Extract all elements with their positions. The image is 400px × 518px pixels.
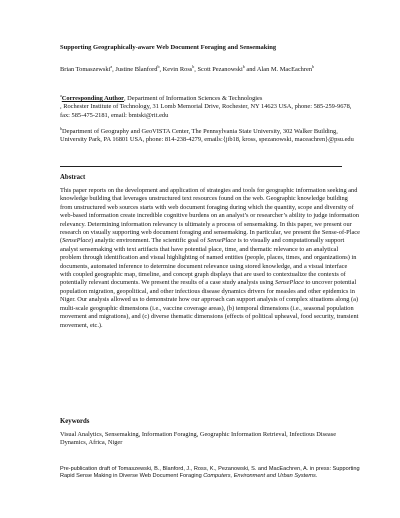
affiliation-address: Department of Geography and GeoVISTA Center, The Pennsylvania State University, 302 Walker Building, University Park, PA 16801 USA, phone: 814-238-4279, emails:{jib18, kross, spezanowski, maceachren}@psu.edu bbox=[60, 128, 354, 144]
abstract-text: is to visually and computationally support analyst sensemaking with text artifacts that have potential place, time, and thematic relevance to an analytical problem through identification and visual highlighting of named entities (people, places, times, and organizations) in documents, automated inference to determine document relevance using stored knowledge, and a visual interface with coupled geographic map, timeline, and concept graph displays that are used to contextualize the contexts of potentially relevant documents. We present the results of a case study analysis using bbox=[60, 237, 357, 287]
citation-end: . bbox=[315, 473, 318, 480]
author-name: Justine Blanford bbox=[115, 66, 158, 73]
abstract-text: to uncover potential population migration, geopolitical, and other infectious disease dynamics drivers for measles and other epidemics in Niger. Our analysis allowed us to demonstrate how our approach can support analysis of complex situations along (a) multi-scale geographic dimensions (i.e., vaccine coverage areas), (b) temporal dimensions (i.e., seasonal population movement and migrations), and (c) diverse thematic dimensions (effects of political upheaval, food security, transient movement, etc.). bbox=[60, 279, 359, 329]
author-separator: , bbox=[194, 66, 198, 73]
affiliation-mark: b bbox=[60, 125, 62, 131]
keywords-heading: Keywords bbox=[60, 418, 90, 425]
affiliation-a bbox=[60, 92, 360, 120]
author-name: Kevin Ross bbox=[162, 66, 193, 73]
author-name: Scott Pezanowski bbox=[197, 66, 243, 73]
author-separator: , bbox=[159, 66, 163, 73]
keywords-text: Visual Analytics, Sensemaking, Information Foraging, Geographic Information Retrieval, Infectious Disease Dynamics, Africa, Niger bbox=[60, 431, 337, 447]
author-affiliation-mark: b bbox=[242, 63, 245, 69]
author-name: Alan M. MacEachren bbox=[256, 66, 313, 73]
author-affiliation-mark: b bbox=[312, 63, 315, 69]
abstract-body bbox=[60, 187, 360, 330]
system-name: SensePlace bbox=[207, 237, 237, 245]
abstract-heading: Abstract bbox=[60, 174, 86, 181]
abstract-text: This paper reports on the development and application of strategies and tools for geographic information seeking and knowledge building that leverages unstructured text resources found on the web. Geographic knowledge building from unstructured web sources starts with web document foraging during which the quantity, scope and diversity of web-based information create incredible cognitive burdens on an analyst’s or researcher’s ability to judge information relevancy. Determining information relevancy is ultimately a process of sensemaking. In this paper, we present our research on visually supporting web document foraging and sensemaking. In particular, we present the Sense-of-Place ( bbox=[60, 187, 360, 245]
author-affiliation-mark: b bbox=[157, 63, 160, 69]
system-name: SensePlace bbox=[62, 237, 92, 245]
affiliation-mark: a bbox=[60, 92, 62, 98]
affiliation-department: , Department of Information Sciences & Technologies bbox=[123, 95, 263, 102]
affiliation-b bbox=[60, 125, 360, 145]
section-divider bbox=[60, 166, 342, 167]
author-affiliation-mark: a bbox=[110, 63, 113, 69]
affiliation-address: , Rochester Institute of Technology, 31 Lomb Memorial Drive, Rochester, NY 14623 USA, phone: 585-259-9678, fax: 585-475-2181, email: bmtski@rit.edu bbox=[60, 103, 352, 119]
corresponding-author-label: Corresponding Author bbox=[61, 95, 124, 102]
citation-text: Pre-publication draft of Tomaszewski, B., Blanford, J., Ross, K., Pezanowski, S. and MacEachren, A. in press: Supporting Rapid Sense Making in Diverse Web Document Foraging bbox=[60, 466, 360, 480]
author-list bbox=[60, 63, 360, 74]
prepublication-note bbox=[60, 466, 360, 480]
system-name: SensePlace bbox=[275, 279, 304, 287]
author-affiliation-mark: b bbox=[192, 63, 195, 69]
paper-title: Supporting Geographically-aware Web Document Foraging and Sensemaking bbox=[60, 44, 277, 51]
author-separator: , bbox=[112, 66, 116, 73]
author-name: Brian Tomaszewski bbox=[60, 66, 111, 73]
journal-name: Computers, Environment and Urban Systems bbox=[203, 473, 316, 480]
author-final-join: and bbox=[244, 66, 257, 73]
abstract-text: ) analytic environment. The scientific goal of bbox=[91, 237, 208, 245]
